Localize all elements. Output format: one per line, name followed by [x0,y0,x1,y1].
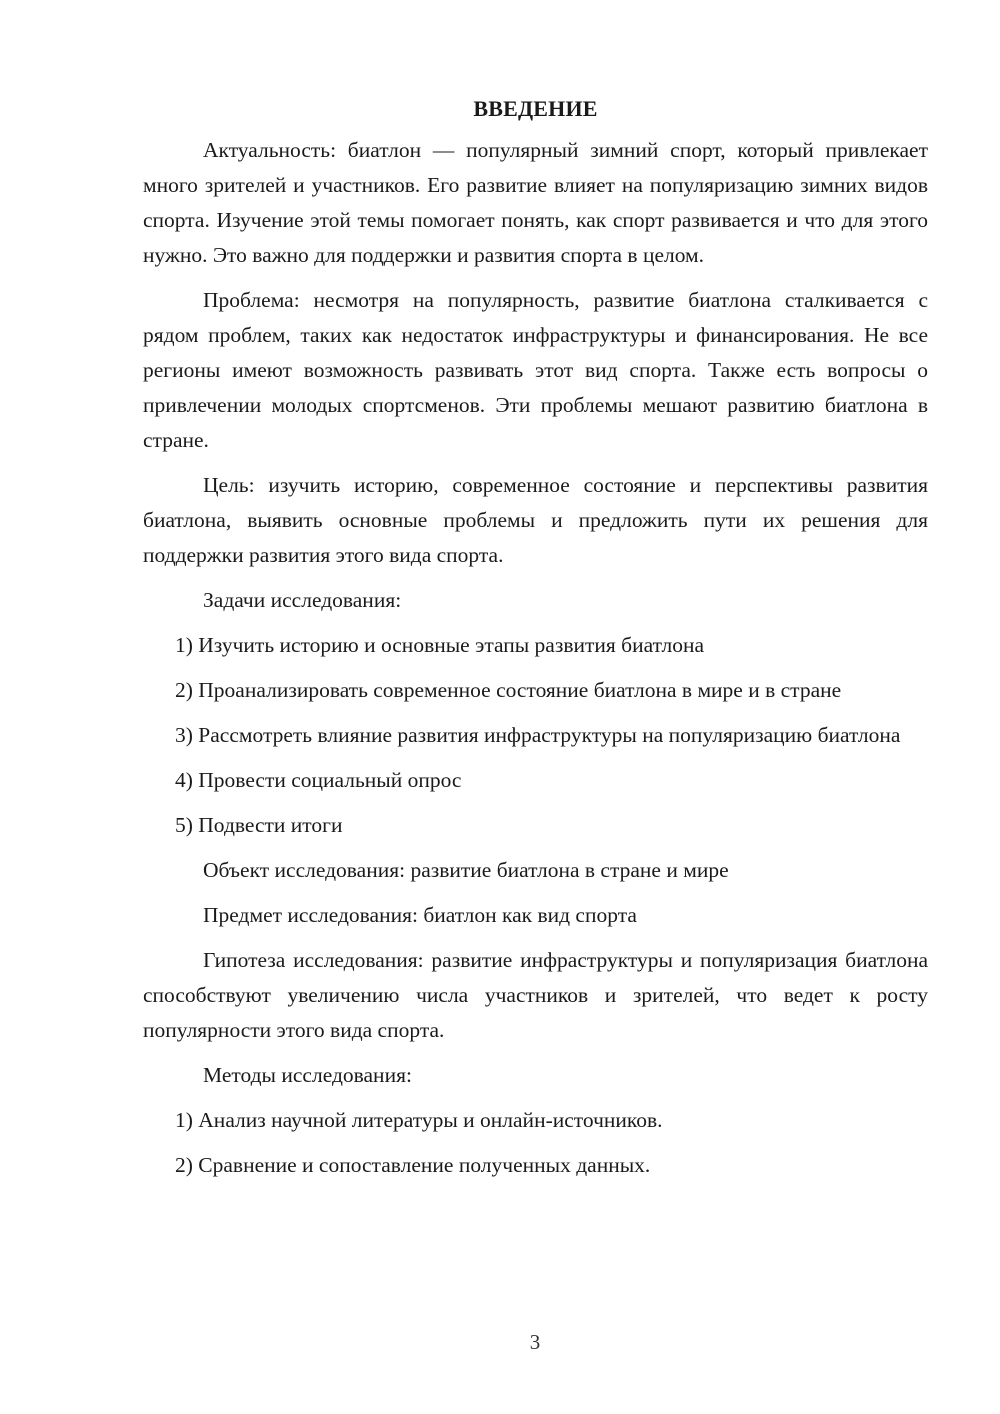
page-title: ВВЕДЕНИЕ [473,96,598,121]
task-item: 4) Провести социальный опрос [175,768,462,792]
task-item: 3) Рассмотреть влияние развития инфраструктуры на популяризацию биатлона [175,723,901,747]
object-line: Объект исследования: развитие биатлона в стране и мире [203,858,729,882]
task-item: 5) Подвести итоги [175,813,343,837]
page-number: 3 [529,1330,541,1354]
subject-line: Предмет исследования: биатлон как вид спорта [203,903,637,927]
problem-paragraph: Проблема: несмотря на популярность, развитие биатлона сталкивается с рядом проблем, таких как недостаток инфраструктуры и финансирования. Не все регионы имеют возможность развивать этот вид спорта. Также есть вопросы о привлечении молодых спортсменов. Эти проблемы мешают развитию биатлона в стране. [143,288,928,452]
task-item: 1) Изучить историю и основные этапы развития биатлона [175,633,704,657]
methods-heading: Методы исследования: [203,1063,412,1087]
method-item: 2) Сравнение и сопоставление полученных данных. [175,1153,651,1177]
tasks-heading: Задачи исследования: [203,588,402,612]
method-item: 1) Анализ научной литературы и онлайн-источников. [175,1108,663,1132]
hypothesis-paragraph: Гипотеза исследования: развитие инфраструктуры и популяризация биатлона способствуют увеличению числа участников и зрителей, что ведет к росту популярности этого вида спорта. [143,948,928,1042]
goal-paragraph: Цель: изучить историю, современное состояние и перспективы развития биатлона, выявить основные проблемы и предложить пути их решения для поддержки развития этого вида спорта. [143,473,928,567]
relevance-paragraph: Актуальность: биатлон — популярный зимний спорт, который привлекает много зрителей и участников. Его развитие влияет на популяризацию зимних видов спорта. Изучение этой темы помогает понять, как спорт развивается и что для этого нужно. Это важно для поддержки и развития спорта в целом. [143,138,928,267]
task-item: 2) Проанализировать современное состояние биатлона в мире и в стране [175,678,842,702]
page-content [143,92,928,1193]
